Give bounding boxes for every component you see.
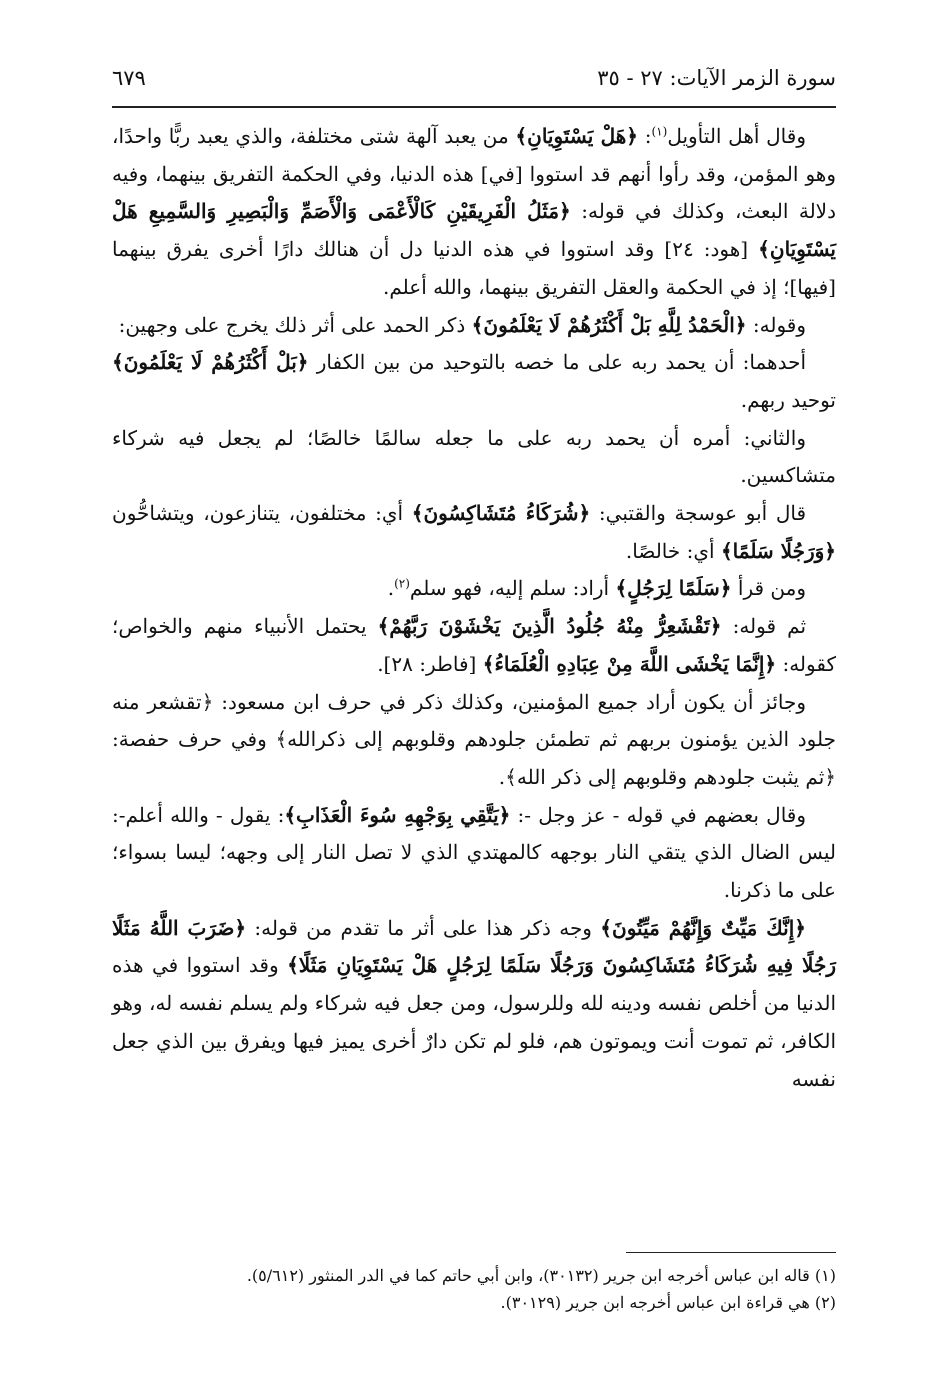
main-text (112, 118, 836, 1098)
paragraph-8: وجائز أن يكون أراد جميع المؤمنين، وكذلك ذكر في حرف ابن مسعود: ﴿تقشعر منه جلود الذين يؤمنون بربهم ثم تطمئن جلودهم وقلوبهم إلى ذكرالله﴾ وفي حرف حفصة: ﴿ثم يثبت جلودهم وقلوبهم إلى ذكر الله﴾. (112, 689, 836, 789)
paragraph-6: ومن قرأ ﴿سَلَمًا لِرَجُلٍ﴾ أراد: سلم إليه، فهو سلم$^{(٢)}$. (387, 576, 806, 601)
chapter-heading: سورة الزمر الآيات: ٢٧ - ٣٥ (597, 66, 836, 90)
quran-quote: ﴿سَلَمًا لِرَجُلٍ﴾ (615, 576, 732, 601)
paragraph-4: والثاني: أمره أن يحمد ربه على ما جعله سالمًا خالصًا؛ لم يجعل فيه شركاء متشاكسين. (112, 425, 836, 488)
quran-quote: ﴿إِنَّمَا يَخْشَى اللَّهَ مِنْ عِبَادِهِ الْعُلَمَاءُ﴾ (482, 651, 777, 676)
footnote-2: (٢) هي قراءة ابن عباس أخرجه ابن جرير (٣٠١٢٩). (500, 1293, 836, 1312)
paragraph-2: وقوله: ﴿الْحَمْدُ لِلَّهِ بَلْ أَكْثَرُهُمْ لَا يَعْلَمُونَ﴾ ذكر الحمد على أثر ذلك يخرج على وجهين: (118, 312, 806, 337)
paragraph-9: وقال بعضهم في قوله - عز وجل -: ﴿يَتَّقِي بِوَجْهِهِ سُوءَ الْعَذَابِ﴾: يقول - والله أعلم-: ليس الضال الذي يتقي النار بوجهه كالمهتدي الذي لا تصل النار إلى وجهه؛ ليسا بسواء؛ على ما ذكرنا. (112, 802, 836, 903)
quran-quote: ﴿تَقْشَعِرُّ مِنْهُ جُلُودُ الَّذِينَ يَخْشَوْنَ رَبَّهُمْ﴾ (377, 614, 722, 639)
quran-quote: ﴿شُرَكَاءُ مُتَشَاكِسُونَ﴾ (411, 501, 591, 526)
quran-quote: ﴿بَلْ أَكْثَرُهُمْ لَا يَعْلَمُونَ﴾ (112, 350, 309, 375)
paragraph-1: وقال أهل التأويل$^{(١)}$: ﴿هَلْ يَسْتَوِيَانِ﴾ من يعبد آلهة شتى مختلفة، والذي يعبد ربًّا واحدًا، وهو المؤمن، وقد رأوا أنهم قد استووا [في] هذه الدنيا، وفي الحكمة التفريق بينهما، وفيه دلالة البعث، وكذلك في قوله: ﴿مَثَلُ الْفَرِيقَيْنِ كَالْأَعْمَى وَالْأَصَمِّ وَالْبَصِيرِ وَالسَّمِيعِ هَلْ يَسْتَوِيَانِ﴾ [هود: ٢٤] وقد استووا في هذه الدنيا دل أن هنالك دارًا أخرى يفرق بينهما [فيها]؛ إذ في الحكمة والعقل التفريق بينهما، والله أعلم. (112, 124, 836, 299)
footnote-1: (١) قاله ابن عباس أخرجه ابن جرير (٣٠١٣٢)، وابن أبي حاتم كما في الدر المنثور (٥/٦١٢). (246, 1266, 836, 1285)
paragraph-5: قال أبو عوسجة والقتبي: ﴿شُرَكَاءُ مُتَشَاكِسُونَ﴾ أي: مختلفون، يتنازعون، ويتشاحُّون ﴿وَرَجُلًا سَلَمًا﴾ أي: خالصًا. (112, 501, 836, 563)
quran-quote: ﴿مَثَلُ الْفَرِيقَيْنِ كَالْأَعْمَى وَالْأَصَمِّ وَالْبَصِيرِ وَالسَّمِيعِ هَلْ يَسْتَوِيَانِ﴾ (112, 199, 836, 262)
page-header (112, 58, 836, 98)
footnote-ref-2: (٢) (394, 576, 410, 591)
quran-quote: ﴿وَرَجُلًا سَلَمًا﴾ (720, 538, 836, 563)
quran-quote: ﴿إِنَّكَ مَيِّتٌ وَإِنَّهُمْ مَيِّتُونَ﴾ (600, 915, 806, 940)
quran-quote: ﴿ضَرَبَ اللَّهُ مَثَلًا رَجُلًا فِيهِ شُرَكَاءُ مُتَشَاكِسُونَ وَرَجُلًا سَلَمًا لِرَجُلٍ هَلْ يَسْتَوِيَانِ مَثَلًا﴾ (112, 915, 837, 978)
paragraph-10: ﴿إِنَّكَ مَيِّتٌ وَإِنَّهُمْ مَيِّتُونَ﴾ وجه ذكر هذا على أثر ما تقدم من قوله: ﴿ضَرَبَ اللَّهُ مَثَلًا رَجُلًا فِيهِ شُرَكَاءُ مُتَشَاكِسُونَ وَرَجُلًا سَلَمًا لِرَجُلٍ هَلْ يَسْتَوِيَانِ مَثَلًا﴾ وقد استووا في هذه الدنيا من أخلص نفسه ودينه لله وللرسول، ومن جعل فيه شركاء ولم يسلم نفسه له، وهو الكافر، ثم تموت أنت ويموتون هم، فلو لم تكن دارٌ أخرى يميز فيها ويفرق بين الذي جعل نفسه (112, 915, 837, 1091)
paragraph-3: أحدهما: أن يحمد ربه على ما خصه بالتوحيد من بين الكفار ﴿بَلْ أَكْثَرُهُمْ لَا يَعْلَمُونَ﴾ توحيد ربهم. (112, 350, 836, 412)
footnote-ref-1: (١) (651, 124, 668, 139)
page-number: ٦٧٩ (112, 66, 146, 90)
footnotes (112, 1262, 836, 1316)
quran-quote: ﴿الْحَمْدُ لِلَّهِ بَلْ أَكْثَرُهُمْ لَا يَعْلَمُونَ﴾ (471, 312, 747, 337)
quran-quote: ﴿يَتَّقِي بِوَجْهِهِ سُوءَ الْعَذَابِ﴾ (284, 802, 511, 827)
quran-quote: ﴿هَلْ يَسْتَوِيَانِ﴾ (515, 124, 639, 148)
header-divider (112, 106, 836, 108)
paragraph-7: ثم قوله: ﴿تَقْشَعِرُّ مِنْهُ جُلُودُ الَّذِينَ يَخْشَوْنَ رَبَّهُمْ﴾ يحتمل الأنبياء منهم والخواص؛ كقوله: ﴿إِنَّمَا يَخْشَى اللَّهَ مِنْ عِبَادِهِ الْعُلَمَاءُ﴾ [فاطر: ٢٨]. (112, 614, 836, 676)
footnote-divider (626, 1252, 836, 1253)
